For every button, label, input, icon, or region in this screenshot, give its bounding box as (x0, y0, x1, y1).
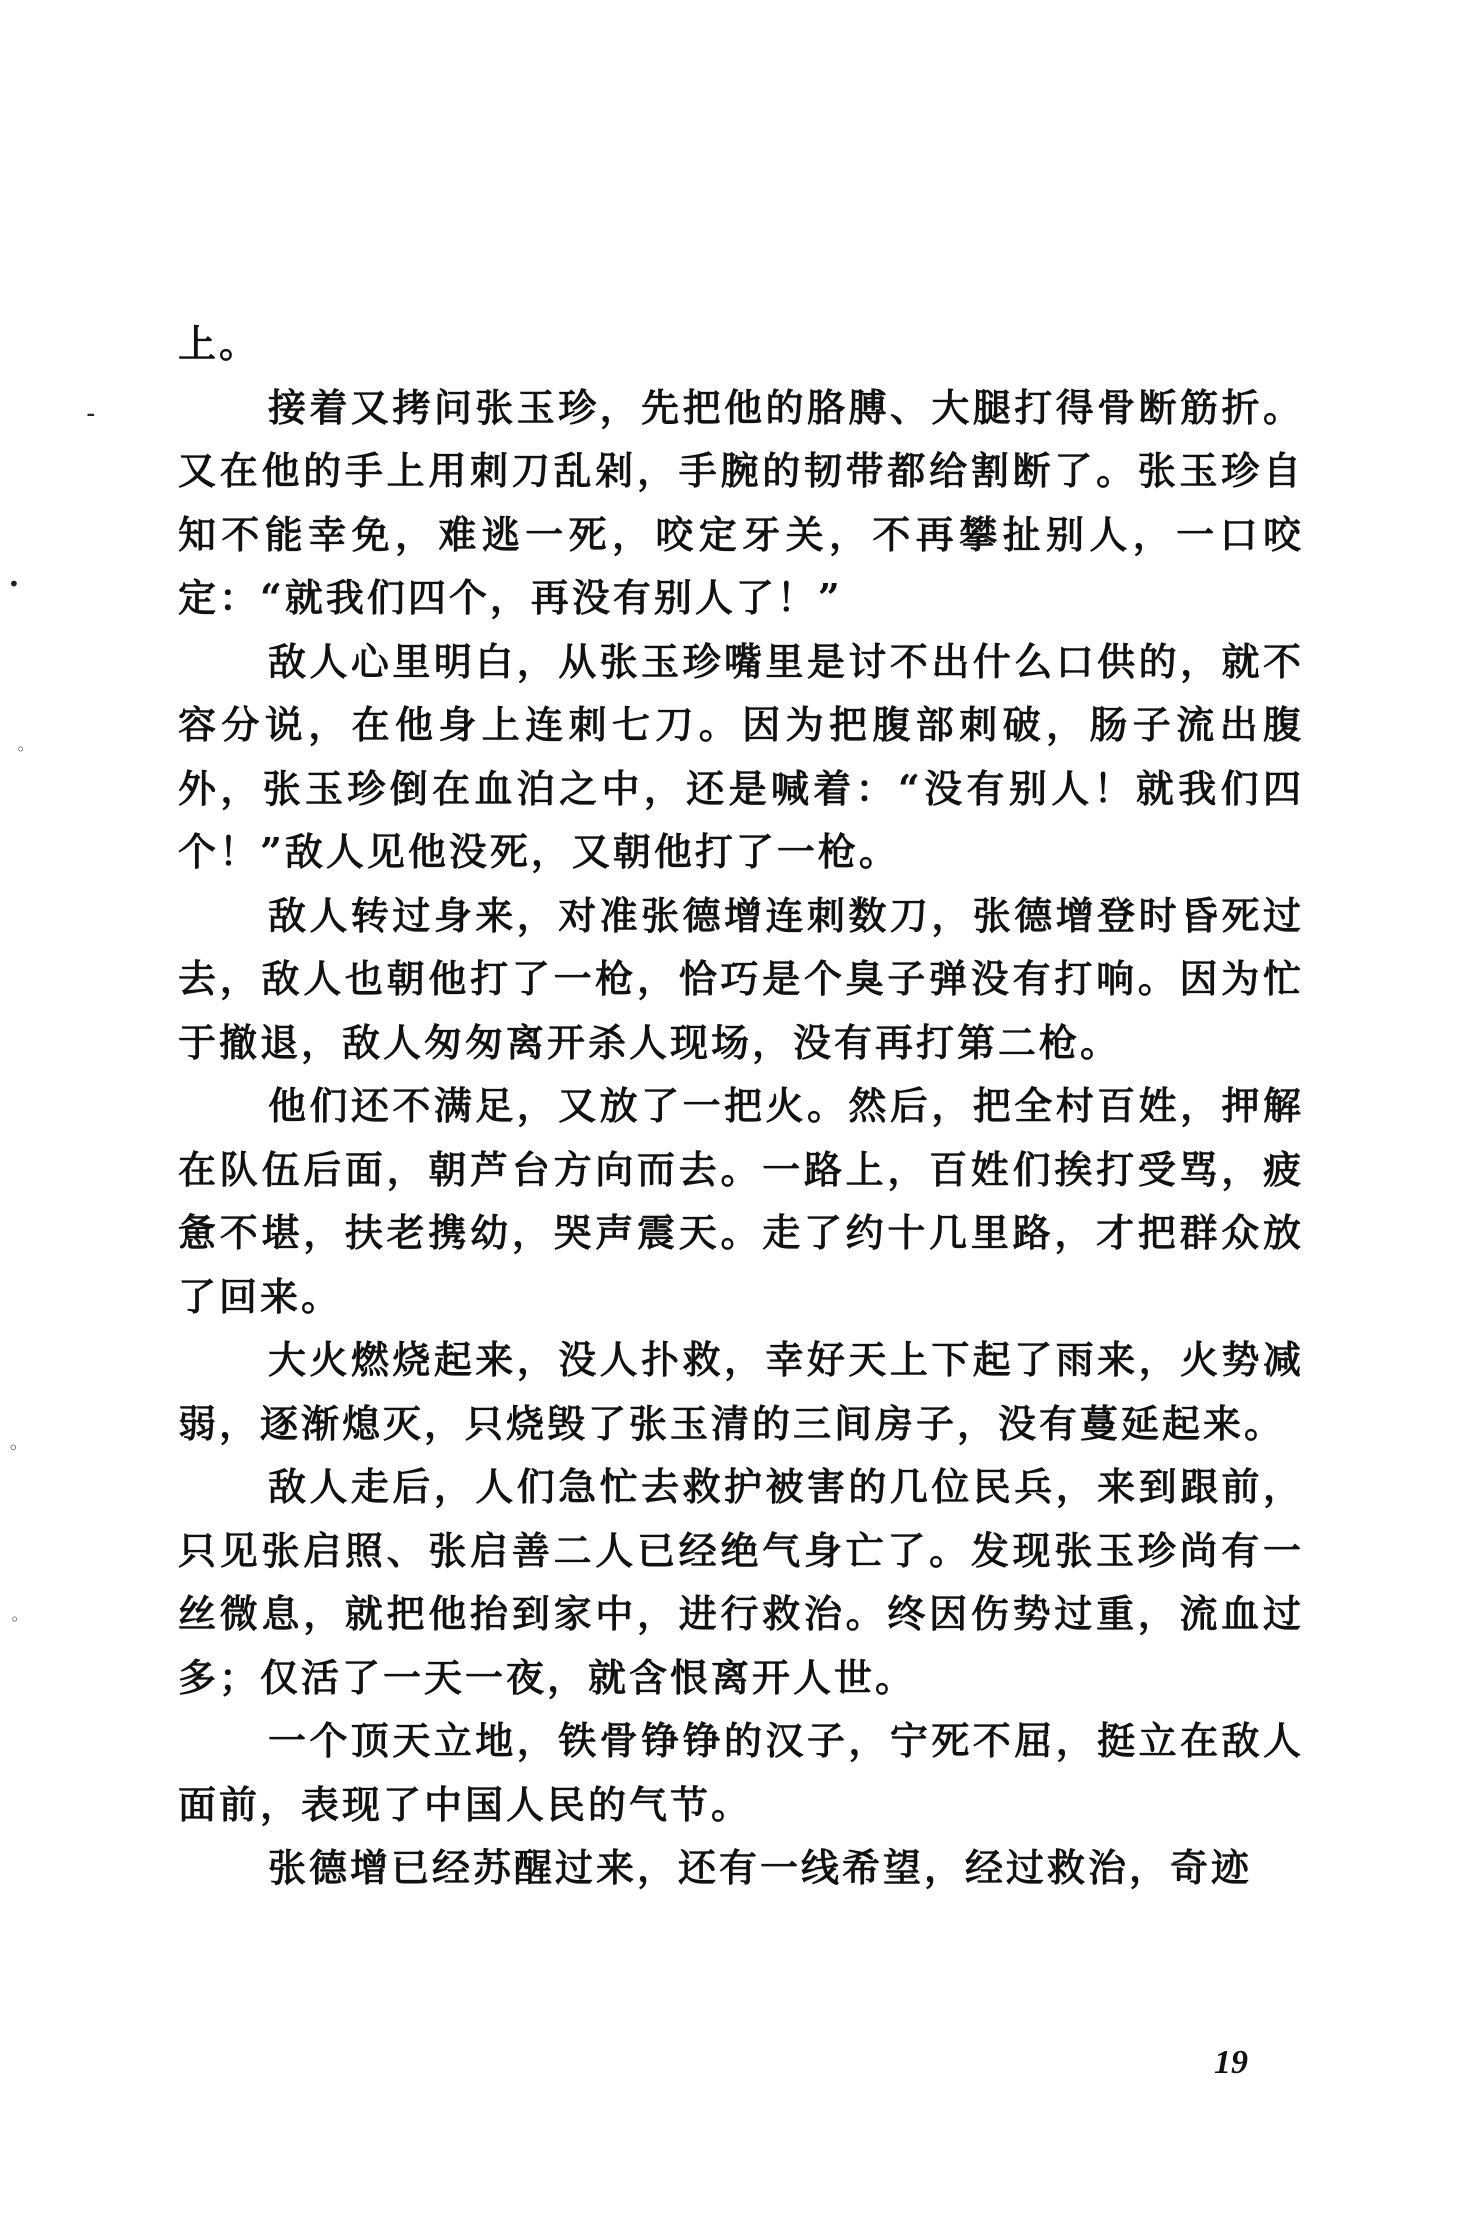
margin-mark: ◦ (16, 740, 26, 759)
paragraph: 他们还不满足，又放了一把火。然后，把全村百姓，押解在队伍后面，朝芦台方向而去。一路上，百姓们挨打受骂，疲惫不堪，扶老携幼，哭声震天。走了约十几里路，才把群众放了回来。 (178, 1083, 1304, 1319)
margin-mark: ◦ (8, 1438, 19, 1459)
paragraph-continuation: 上。 (178, 321, 261, 366)
body-text (178, 312, 1304, 1900)
paragraph: 敌人走后，人们急忙去救护被害的几位民兵，来到跟前，只见张启照、张启善二人已经绝气身亡了。发现张玉珍尚有一丝微息，就把他抬到家中，进行救治。终因伤势过重，流血过多；仅活了一天一夜，就含恨离开人世。 (178, 1464, 1304, 1700)
margin-mark: ◦ (10, 1610, 20, 1629)
margin-mark: • (8, 572, 20, 596)
margin-mark: ˗ (86, 396, 96, 431)
paragraph: 张德增已经苏醒过来，还有一线希望，经过救治，奇迹 (268, 1845, 1253, 1890)
paragraph: 接着又拷问张玉珍，先把他的胳膊、大腿打得骨断筋折。又在他的手上用刺刀乱剁，手腕的韧带都给割断了。张玉珍自知不能幸免，难逃一死，咬定牙关，不再攀扯别人，一口咬定：“就我们四个，再没有别人了！” (178, 384, 1304, 620)
paragraph: 敌人转过身来，对准张德增连刺数刀，张德增登时昏死过去，敌人也朝他打了一枪，恰巧是个臭子弹没有打响。因为忙于撤退，敌人匆匆离开杀人现场，没有再打第二枪。 (178, 892, 1304, 1065)
paragraph: 一个顶天立地，铁骨铮铮的汉子，宁死不屈，挺立在敌人面前，表现了中国人民的气节。 (178, 1718, 1304, 1827)
paragraph: 大火燃烧起来，没人扑救，幸好天上下起了雨来，火势减弱，逐渐熄灭，只烧毁了张玉清的三间房子，没有蔓延起来。 (178, 1337, 1304, 1446)
page-number: 19 (1214, 2044, 1248, 2081)
paragraph: 敌人心里明白，从张玉珍嘴里是讨不出什么口供的，就不容分说，在他身上连刺七刀。因为把腹部刺破，肠子流出腹外，张玉珍倒在血泊之中，还是喊着：“没有别人！就我们四个！”敌人见他没死，又朝他打了一枪。 (178, 638, 1304, 874)
